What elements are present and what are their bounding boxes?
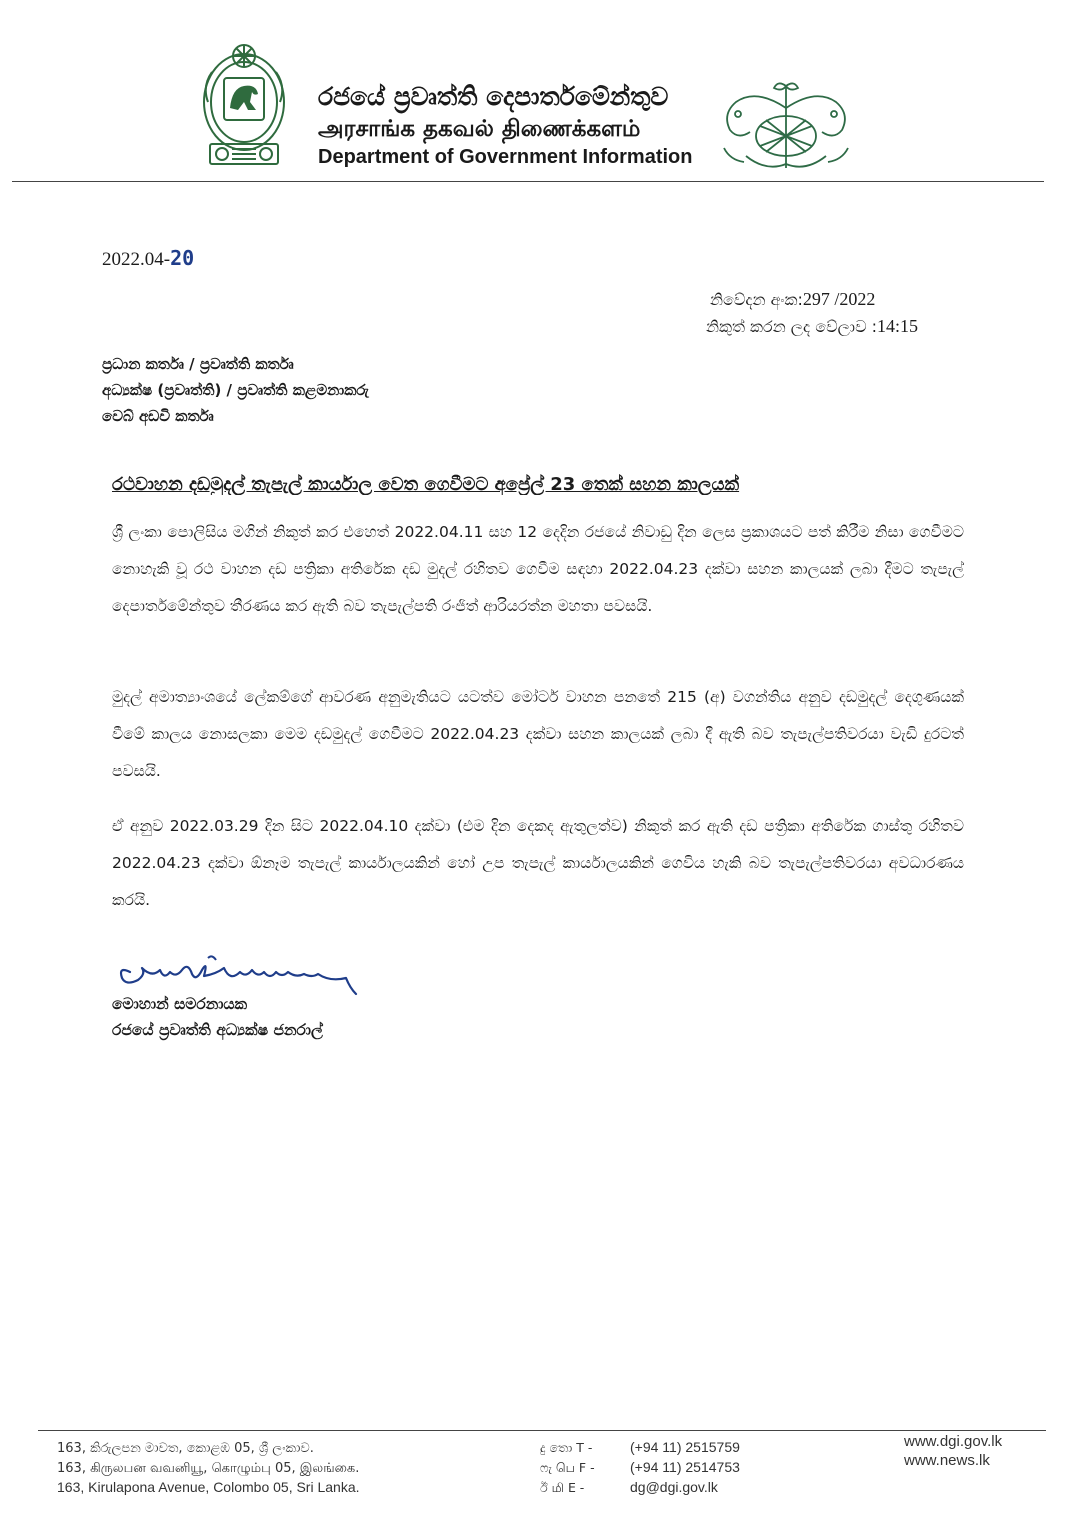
- footer-address-sinhala: 163, කිරුලපන මාවත, කොළඹ 05, ශ්‍රී ලංකාව.: [57, 1441, 314, 1456]
- body-paragraph: ශ්‍රී ලංකා පොලිසිය මගින් නිකුත් කර එහෙත් 2022.04.11 සහ 12 දෙදින රජයේ නිවාඩු දින ලෙස ප්‍රකාශයට පත් කිරීම නිසා ගෙවීමට නොහැකි වූ රථ වාහන දඩ පත්‍රිකා අතිරේක දඩ මුදල් රහිතව ගෙවීම සඳහා 2022.04.23 දක්වා සහන කාලයක් ලබා දීමට තැපැල් දෙපාර්තමේන්තුව තීරණය කර ඇති බව තැපැල්පති රංජිත් ආරියරත්න මහතා පවසයි.: [112, 523, 964, 615]
- date-printed: 2022.04-: [102, 249, 171, 270]
- body-paragraph: ඒ අනුව 2022.03.29 දින සිට 2022.04.10 දක්වා (එම දින දෙකද ඇතුලත්ව) නිකුත් කර ඇති දඩ පත්‍රිකා අතිරේක ගාස්තු රහිතව 2022.04.23 දක්වා ඕනෑම තැපැල් කාර්යාලයකින් හෝ උප තැපැල් කාර්යාලයකින් ගෙවිය හැකි බව තැපැල්පතිවරයා අවධාරණය කරයි.: [112, 817, 964, 909]
- date-handwritten-day: 20: [170, 246, 195, 270]
- letterhead-sinhala-name: රජයේ ප්‍රවෘත්ති දෙපාර්තමේන්තුව: [318, 82, 669, 111]
- footer-fax: [540, 1459, 740, 1477]
- addressee-line: ප්‍රධාන කර්තෘ / ප්‍රවෘත්ති කර්තෘ: [102, 355, 294, 373]
- release-number-value: 297 /2022: [802, 289, 876, 309]
- telephone-label: දු තො T -: [540, 1440, 593, 1455]
- letterhead-english-name: Department of Government Information: [318, 146, 693, 168]
- sri-lanka-emblem-icon: [196, 36, 292, 172]
- website-dgi[interactable]: www.dgi.gov.lk: [904, 1433, 1003, 1450]
- issued-time-value: 14:15: [877, 316, 919, 336]
- release-number: [710, 289, 875, 310]
- release-date: [102, 246, 194, 271]
- signatory-name: මොහාන් සමරනායක: [112, 995, 248, 1013]
- email-value: dg@dgi.gov.lk: [630, 1479, 718, 1495]
- issued-time: [706, 316, 918, 337]
- footer-divider: [38, 1430, 1046, 1431]
- header-divider: [12, 181, 1044, 182]
- press-release-title: රථවාහන දඩමුදල් තැපැල් කාර්යාල වෙත ගෙවීමට අප්‍රේල් 23 තෙක් සහන කාලයක්: [112, 474, 740, 495]
- signatory-title: රජයේ ප්‍රවෘත්ති අධ්‍යක්ෂ ජනරාල්: [112, 1021, 323, 1039]
- footer-address-tamil: 163, கிருலபன வவனியூ, கொழும்பு 05, இலங்கை.: [57, 1461, 360, 1476]
- fax-label: ෆැ பெ F -: [540, 1460, 595, 1475]
- release-number-label: නිවේදන අංක:: [710, 290, 803, 309]
- website-news[interactable]: www.news.lk: [904, 1452, 990, 1469]
- issued-time-label: නිකුත් කරන ලද වේලාව :: [706, 317, 878, 336]
- letterhead-tamil-name: அரசாங்க தகவல் திணைக்களம்: [318, 116, 641, 142]
- footer-email: [540, 1479, 718, 1497]
- fax-value: (+94 11) 2514753: [630, 1459, 740, 1475]
- addressee-line: වෙබ් අඩවි කර්තෘ: [102, 407, 214, 425]
- email-label: ඊ மி E -: [540, 1480, 585, 1495]
- footer-address-english: 163, Kirulapona Avenue, Colombo 05, Sri Lanka.: [57, 1479, 360, 1495]
- addressee-line: අධ්‍යක්ෂ (ප්‍රවෘත්ති) / ප්‍රවෘත්ති කළමනාකරු: [102, 381, 369, 399]
- footer-telephone: [540, 1439, 740, 1456]
- telephone-value: (+94 11) 2515759: [630, 1439, 740, 1455]
- handwritten-signature: [112, 948, 362, 996]
- body-paragraph: මුදල් අමාත්‍යාංශයේ ලේකම්ගේ ආවරණ අනුමැතියට යටත්ව මෝටර් වාහන පනතේ 215 (අ) වගන්තිය අනුව දඩමුදල් දෙගුණයක් වීමේ කාලය නොසලකා මෙම දඩමුදල් ගෙවීමට 2022.04.23 දක්වා සහන කාලයක් ලබා දී ඇති බව තැපැල්පතිවරයා වැඩි දුරටත් පවසයි.: [112, 688, 964, 780]
- decorative-ornament-icon: [716, 78, 856, 174]
